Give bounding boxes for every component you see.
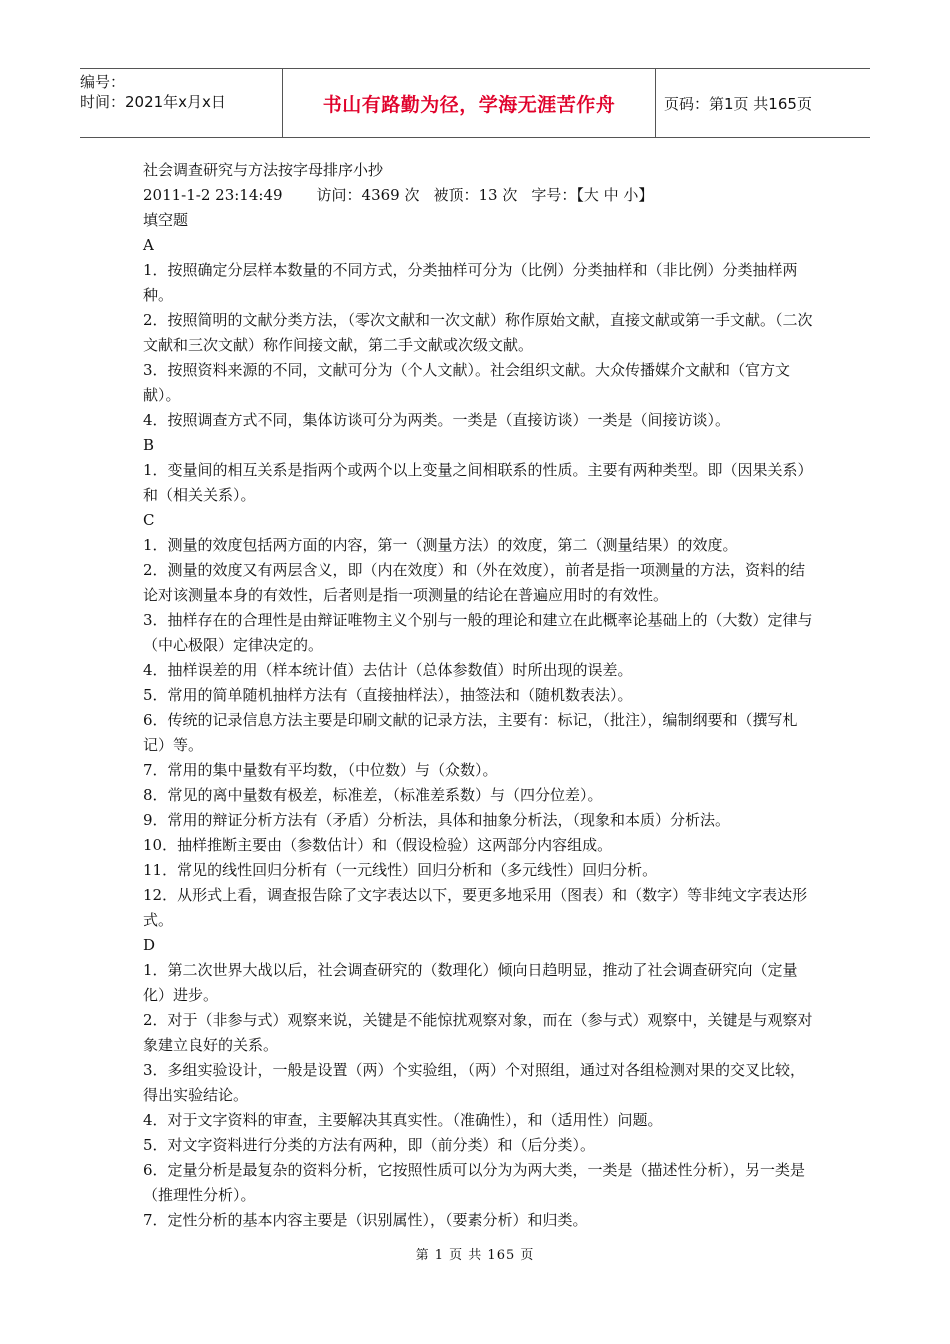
question-item: 10．抽样推断主要由（参数估计）和（假设检验）这两部分内容组成。 bbox=[143, 836, 613, 854]
question-item: 12．从形式上看，调查报告除了文字表达以下，要更多地采用（图表）和（数字）等非纯文字表达形式。 bbox=[143, 886, 808, 929]
article-title: 社会调查研究与方法按字母排序小抄 bbox=[143, 161, 384, 179]
document-body bbox=[143, 158, 815, 1233]
page-footer: 第 1 页 共 165 页 bbox=[415, 1248, 535, 1263]
document-number-label: 编号： bbox=[80, 73, 126, 91]
question-item: 3．多组实验设计，一般是设置（两）个实验组，（两）个对照组，通过对各组检测对果的交叉比较，得出实验结论。 bbox=[143, 1061, 806, 1104]
question-item: 1．按照确定分层样本数量的不同方式，分类抽样可分为（比例）分类抽样和（非比例）分类抽样两种。 bbox=[143, 261, 798, 304]
question-groups bbox=[143, 233, 815, 1233]
question-item: 2．按照简明的文献分类方法，（零次文献和一次文献）称作原始文献，直接文献或第一手文献。（二次文献和三次文献）称作间接文献，第二手文献或次级文献。 bbox=[143, 311, 813, 354]
group-letter: B bbox=[143, 436, 155, 454]
question-item: 11．常见的线性回归分析有（一元线性）回归分析和（多元线性）回归分析。 bbox=[143, 861, 658, 879]
question-item: 6．传统的记录信息方法主要是印刷文献的记录方法，主要有：标记，（批注），编制纲要和（撰写札记）等。 bbox=[143, 711, 798, 754]
group-letter: C bbox=[143, 511, 155, 529]
question-item: 1．变量间的相互关系是指两个或两个以上变量之间相联系的性质。主要有两种类型。即（因果关系）和（相关关系）。 bbox=[143, 461, 813, 504]
header-motto: 书山有路勤为径，学海无涯苦作舟 bbox=[282, 69, 656, 137]
group-letter: D bbox=[143, 936, 156, 954]
top-count: 被顶：13 次 bbox=[433, 186, 518, 204]
section-title: 填空题 bbox=[143, 211, 189, 229]
question-item: 5．常用的简单随机抽样方法有（直接抽样法），抽签法和（随机数表法）。 bbox=[143, 686, 633, 704]
header-page-number: 页码：第1页 共165页 bbox=[664, 94, 812, 113]
question-item: 9．常用的辩证分析方法有（矛盾）分析法，具体和抽象分析法，（现象和本质）分析法。 bbox=[143, 811, 731, 829]
question-item: 6．定量分析是最复杂的资料分析，它按照性质可以分为为两大类，一类是（描述性分析），另一类是（推理性分析）。 bbox=[143, 1161, 806, 1204]
question-item: 7．定性分析的基本内容主要是（识别属性），（要素分析）和归类。 bbox=[143, 1211, 588, 1229]
question-item: 3．按照资料来源的不同，文献可分为（个人文献）。社会组织文献。大众传播媒介文献和（官方文献）。 bbox=[143, 361, 791, 404]
question-item: 4．对于文字资料的审查，主要解决其真实性。（准确性），和（适用性）问题。 bbox=[143, 1111, 663, 1129]
question-item: 5．对文字资料进行分类的方法有两种，即（前分类）和（后分类）。 bbox=[143, 1136, 596, 1154]
question-item: 7．常用的集中量数有平均数，（中位数）与（众数）。 bbox=[143, 761, 498, 779]
question-item: 3．抽样存在的合理性是由辩证唯物主义个别与一般的理论和建立在此概率论基础上的（大数）定律与（中心极限）定律决定的。 bbox=[143, 611, 813, 654]
font-size-selector[interactable]: 字号：【大 中 小】 bbox=[531, 186, 654, 204]
question-item: 4．抽样误差的用（样本统计值）去估计（总体参数值）时所出现的误差。 bbox=[143, 661, 633, 679]
group-letter: A bbox=[143, 236, 154, 254]
question-item: 2．测量的效度又有两层含义，即（内在效度）和（外在效度），前者是指一项测量的方法，资料的结论对该测量本身的有效性，后者则是指一项测量的结论在普遍应用时的有效性。 bbox=[143, 561, 806, 604]
document-time-label: 时间：2021年x月x日 bbox=[80, 93, 226, 111]
visit-count: 访问：4369 次 bbox=[316, 186, 420, 204]
question-item: 1．第二次世界大战以后，社会调查研究的（数理化）倾向日趋明显，推动了社会调查研究向（定量化）进步。 bbox=[143, 961, 798, 1004]
article-meta bbox=[143, 183, 815, 208]
header-info bbox=[80, 69, 280, 140]
question-item: 1．测量的效度包括两方面的内容，第一（测量方法）的效度，第二（测量结果）的效度。 bbox=[143, 536, 738, 554]
page-header bbox=[80, 68, 870, 138]
article-datetime: 2011-1-2 23:14:49 bbox=[143, 186, 283, 204]
question-item: 4．按照调查方式不同，集体访谈可分为两类。一类是（直接访谈）一类是（间接访谈）。 bbox=[143, 411, 731, 429]
question-item: 8．常见的离中量数有极差，标准差，（标准差系数）与（四分位差）。 bbox=[143, 786, 603, 804]
question-item: 2．对于（非参与式）观察来说，关键是不能惊扰观察对象，而在（参与式）观察中，关键是与观察对象建立良好的关系。 bbox=[143, 1011, 813, 1054]
